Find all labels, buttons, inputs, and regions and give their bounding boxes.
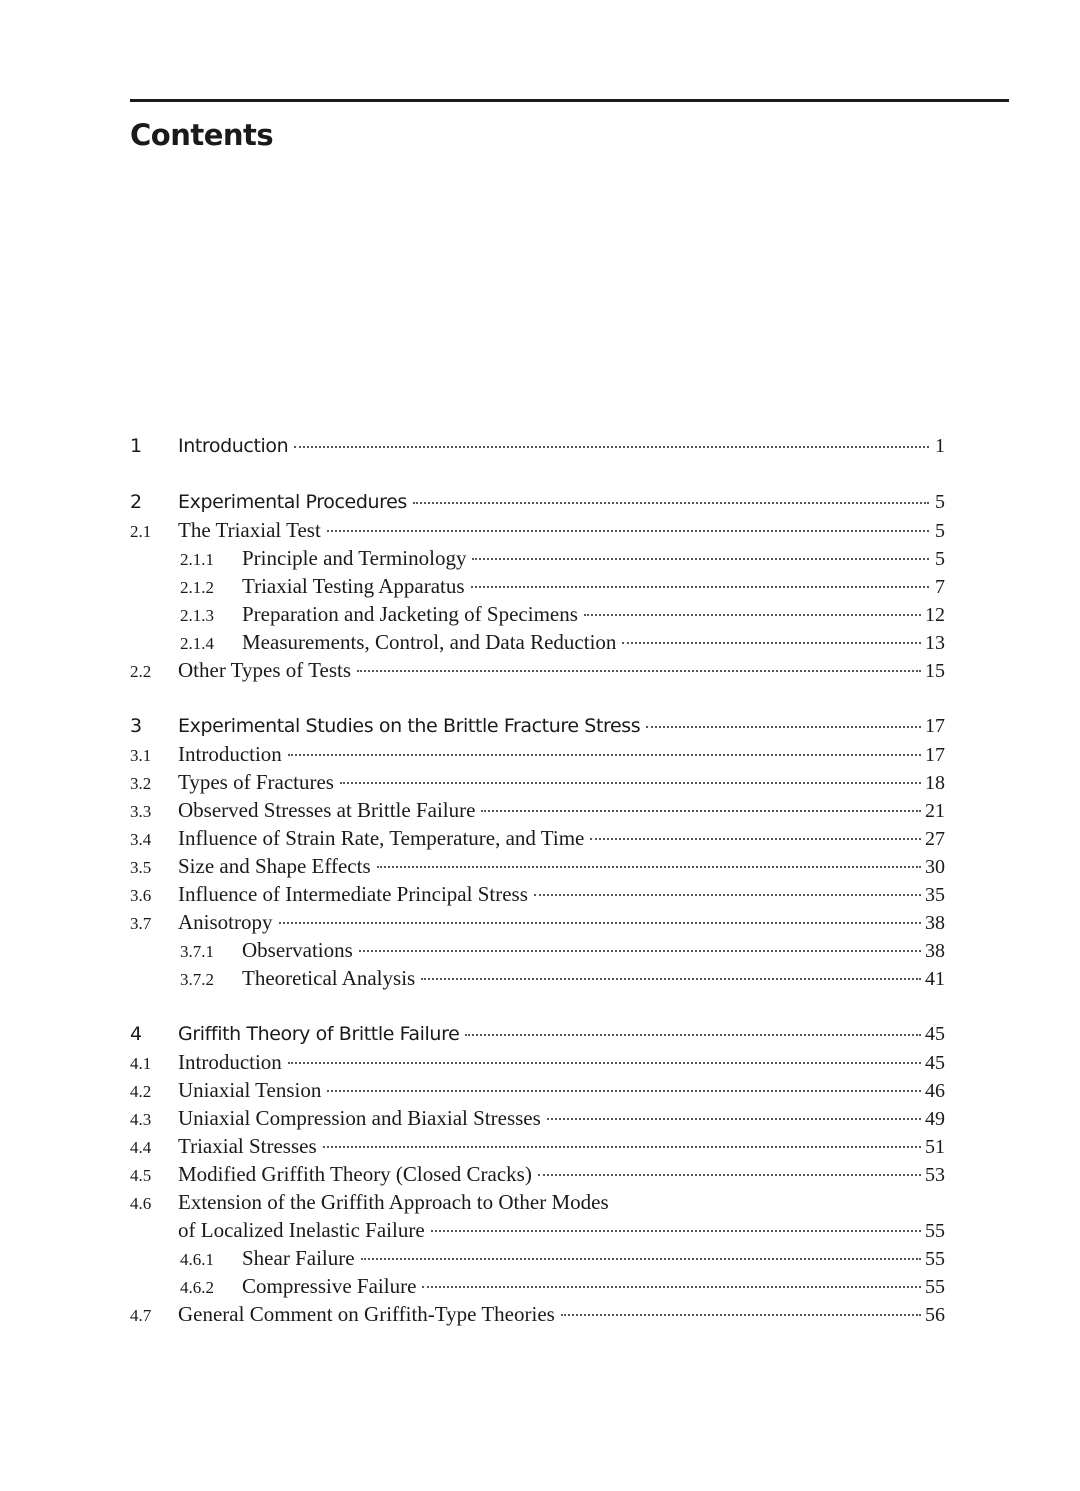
- entry-title: Compressive Failure: [242, 1274, 417, 1298]
- entry-title: Triaxial Testing Apparatus: [242, 574, 465, 598]
- entry-page: 30: [925, 856, 945, 878]
- entry-title: Preparation and Jacketing of Specimens: [242, 602, 578, 626]
- entry-title: Types of Fractures: [178, 770, 334, 794]
- entry-page: 51: [925, 1136, 945, 1158]
- dot-leader: [421, 978, 921, 980]
- entry-page: 21: [925, 800, 945, 822]
- toc-entry-3-5[interactable]: [130, 852, 945, 880]
- entry-title-continuation: of Localized Inelastic Failure: [178, 1218, 425, 1242]
- entry-title: Influence of Strain Rate, Temperature, and Time: [178, 826, 585, 850]
- dot-leader: [471, 586, 929, 588]
- entry-title: Experimental Studies on the Brittle Fracture Stress: [178, 715, 641, 737]
- toc-entry-4-5[interactable]: [130, 1160, 945, 1188]
- entry-number: 3.2: [130, 774, 152, 793]
- entry-number: 4.1: [130, 1054, 152, 1073]
- entry-title: General Comment on Griffith-Type Theories: [178, 1302, 555, 1326]
- dot-leader: [413, 502, 929, 504]
- toc-entry-3-3[interactable]: [130, 796, 945, 824]
- entry-page: 5: [935, 520, 945, 542]
- toc-entry-2-1[interactable]: [130, 516, 945, 544]
- dot-leader: [294, 446, 929, 448]
- entry-page: 45: [925, 1023, 945, 1045]
- entry-title: Shear Failure: [242, 1246, 355, 1270]
- entry-page: 46: [925, 1080, 945, 1102]
- entry-number: 3.5: [130, 858, 152, 877]
- page-title: Contents: [130, 118, 274, 152]
- entry-page: 15: [925, 660, 945, 682]
- toc-entry-3-6[interactable]: [130, 880, 945, 908]
- dot-leader: [538, 1174, 921, 1176]
- entry-number: 4.6.1: [180, 1250, 214, 1269]
- entry-title: Measurements, Control, and Data Reduction: [242, 630, 617, 654]
- entry-number: 3.4: [130, 830, 152, 849]
- entry-number: 4.5: [130, 1166, 152, 1185]
- toc-entry-3-1[interactable]: [130, 740, 945, 768]
- dot-leader: [288, 754, 921, 756]
- entry-page: 45: [925, 1052, 945, 1074]
- entry-number: 4.3: [130, 1110, 152, 1129]
- entry-page: 13: [925, 632, 945, 654]
- entry-page: 7: [935, 576, 945, 598]
- entry-page: 56: [925, 1304, 945, 1326]
- toc-entry-chapter-3[interactable]: [130, 712, 945, 740]
- toc-entry-4-6-2[interactable]: [130, 1272, 945, 1300]
- spacer: [130, 684, 945, 712]
- toc-entry-2-1-1[interactable]: [130, 544, 945, 572]
- entry-page: 38: [925, 912, 945, 934]
- dot-leader: [561, 1314, 921, 1316]
- entry-title: Other Types of Tests: [178, 658, 352, 682]
- entry-page: 18: [925, 772, 945, 794]
- toc-entry-4-6-1[interactable]: [130, 1244, 945, 1272]
- entry-title: Triaxial Stresses: [178, 1134, 317, 1158]
- entry-number: 3.7.1: [180, 942, 214, 961]
- entry-number: 2.1: [130, 522, 152, 541]
- entry-number: 4.6: [130, 1194, 152, 1213]
- entry-page: 38: [925, 940, 945, 962]
- dot-leader: [422, 1286, 921, 1288]
- dot-leader: [590, 838, 921, 840]
- entry-number: 4: [130, 1023, 143, 1045]
- entry-number: 3.6: [130, 886, 152, 905]
- entry-title: Theoretical Analysis: [242, 966, 416, 990]
- dot-leader: [481, 810, 921, 812]
- entry-number: 2.1.1: [180, 550, 214, 569]
- dot-leader: [547, 1118, 921, 1120]
- entry-number: 3.1: [130, 746, 152, 765]
- dot-leader: [327, 530, 929, 532]
- entry-page: 55: [925, 1220, 945, 1242]
- dot-leader: [288, 1062, 921, 1064]
- entry-number: 3.7.2: [180, 970, 214, 989]
- dot-leader: [357, 670, 921, 672]
- dot-leader: [279, 922, 922, 924]
- table-of-contents: [130, 432, 945, 1328]
- dot-leader: [472, 558, 929, 560]
- toc-entry-4-1[interactable]: [130, 1048, 945, 1076]
- entry-number: 2.2: [130, 662, 152, 681]
- toc-entry-3-4[interactable]: [130, 824, 945, 852]
- toc-entry-2-2[interactable]: [130, 656, 945, 684]
- spacer: [130, 460, 945, 488]
- entry-title: Introduction: [178, 1050, 282, 1074]
- entry-page: 17: [925, 715, 945, 737]
- dot-leader: [584, 614, 921, 616]
- toc-entry-4-6[interactable]: [130, 1188, 945, 1216]
- toc-entry-4-2[interactable]: [130, 1076, 945, 1104]
- entry-number: 4.6.2: [180, 1278, 214, 1297]
- toc-entry-2-1-2[interactable]: [130, 572, 945, 600]
- dot-leader: [359, 950, 921, 952]
- dot-leader: [377, 866, 921, 868]
- entry-title: Uniaxial Compression and Biaxial Stresses: [178, 1106, 541, 1130]
- dot-leader: [340, 782, 921, 784]
- entry-title: Principle and Terminology: [242, 546, 467, 570]
- toc-entry-3-7-1[interactable]: [130, 936, 945, 964]
- spacer: [130, 992, 945, 1020]
- entry-page: 35: [925, 884, 945, 906]
- toc-entry-4-3[interactable]: [130, 1104, 945, 1132]
- dot-leader: [465, 1034, 921, 1036]
- entry-title: Experimental Procedures: [178, 491, 407, 513]
- entry-title: Observed Stresses at Brittle Failure: [178, 798, 476, 822]
- entry-number: 3.7: [130, 914, 152, 933]
- entry-title: Uniaxial Tension: [178, 1078, 322, 1102]
- entry-page: 5: [935, 491, 945, 513]
- entry-title: Modified Griffith Theory (Closed Cracks): [178, 1162, 532, 1186]
- toc-entry-4-6-continuation[interactable]: [130, 1216, 945, 1244]
- dot-leader: [646, 726, 921, 728]
- dot-leader: [534, 894, 921, 896]
- dot-leader: [327, 1090, 921, 1092]
- entry-number: 4.2: [130, 1082, 152, 1101]
- entry-number: 3.3: [130, 802, 152, 821]
- entry-title: The Triaxial Test: [178, 518, 321, 542]
- toc-entry-3-2[interactable]: [130, 768, 945, 796]
- entry-number: 2.1.2: [180, 578, 214, 597]
- dot-leader: [323, 1146, 921, 1148]
- entry-page: 55: [925, 1276, 945, 1298]
- toc-entry-4-7[interactable]: [130, 1300, 945, 1328]
- toc-entry-3-7[interactable]: [130, 908, 945, 936]
- toc-entry-chapter-2[interactable]: [130, 488, 945, 516]
- entry-title: Observations: [242, 938, 353, 962]
- toc-entry-2-1-4[interactable]: [130, 628, 945, 656]
- entry-page: 17: [925, 744, 945, 766]
- entry-title: Extension of the Griffith Approach to Other Modes: [178, 1190, 609, 1214]
- entry-title: Size and Shape Effects: [178, 854, 371, 878]
- entry-page: 12: [925, 604, 945, 626]
- entry-number: 2.1.3: [180, 606, 214, 625]
- entry-number: 2: [130, 491, 143, 513]
- entry-number: 3: [130, 715, 143, 737]
- toc-entry-2-1-3[interactable]: [130, 600, 945, 628]
- entry-title: Griffith Theory of Brittle Failure: [178, 1023, 460, 1045]
- entry-number: 4.7: [130, 1306, 152, 1325]
- entry-title: Anisotropy: [178, 910, 273, 934]
- toc-entry-3-7-2[interactable]: [130, 964, 945, 992]
- toc-entry-chapter-4[interactable]: [130, 1020, 945, 1048]
- entry-page: 27: [925, 828, 945, 850]
- entry-page: 55: [925, 1248, 945, 1270]
- entry-number: 1: [130, 435, 143, 457]
- dot-leader: [622, 642, 921, 644]
- dot-leader: [431, 1230, 921, 1232]
- entry-title: Introduction: [178, 435, 289, 457]
- dot-leader: [361, 1258, 921, 1260]
- entry-title: Introduction: [178, 742, 282, 766]
- entry-title: Influence of Intermediate Principal Stress: [178, 882, 528, 906]
- entry-page: 5: [935, 548, 945, 570]
- toc-entry-4-4[interactable]: [130, 1132, 945, 1160]
- entry-number: 2.1.4: [180, 634, 214, 653]
- entry-page: 41: [925, 968, 945, 990]
- toc-entry-chapter-1[interactable]: [130, 432, 945, 460]
- entry-page: 53: [925, 1164, 945, 1186]
- entry-page: 49: [925, 1108, 945, 1130]
- entry-number: 4.4: [130, 1138, 152, 1157]
- entry-page: 1: [935, 435, 945, 457]
- header-rule: [130, 99, 1009, 102]
